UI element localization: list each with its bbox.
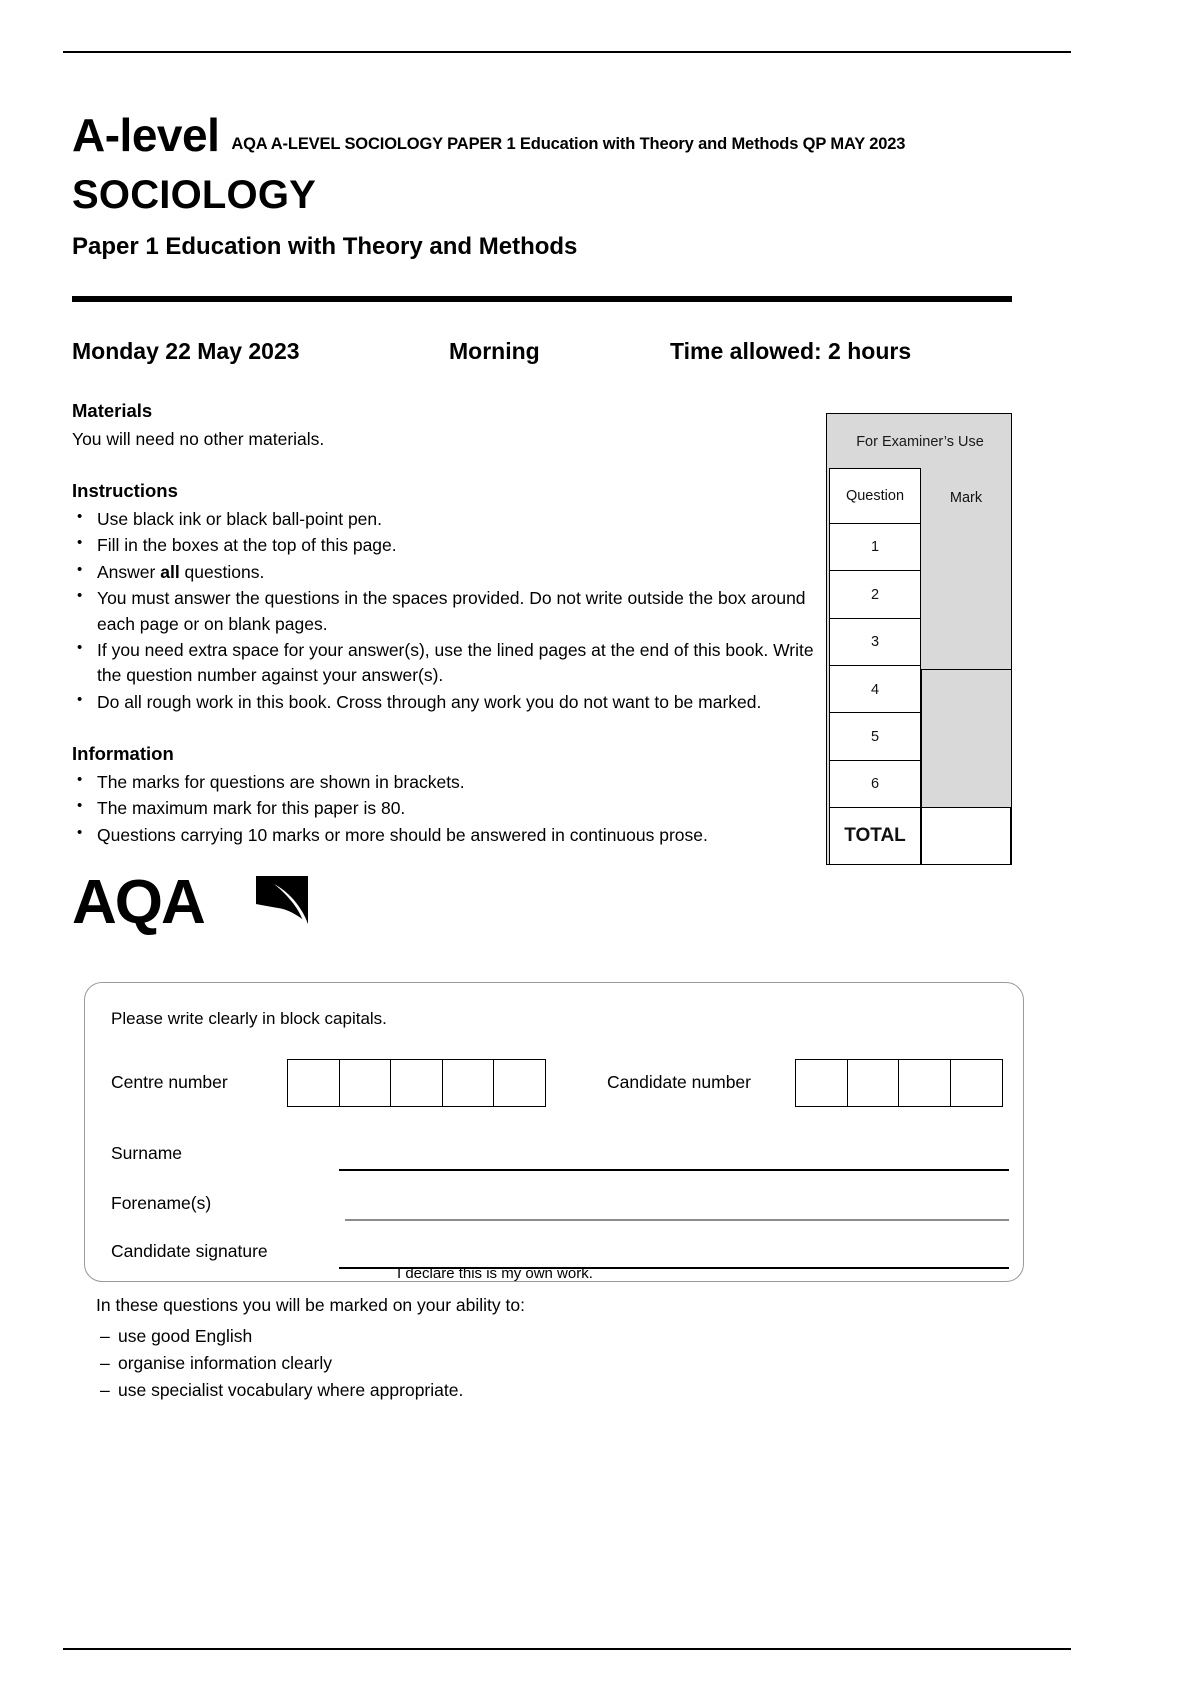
list-item: • The maximum mark for this paper is 80. [72,796,832,821]
table-row [829,619,1011,666]
emphasis-all: all [160,561,180,582]
examiner-grid [829,470,1011,865]
exam-session: Morning [449,338,540,364]
examiner-table-title: For Examiner’s Use [856,434,984,450]
instructions-column [72,398,832,849]
title-block [72,109,1032,260]
marking-criteria [96,1292,796,1405]
total-mark-cell[interactable] [921,807,1011,865]
list-item: • You must answer the questions in the spaces provided. Do not write outside the box around each page or on blank pages. [72,586,832,637]
candidate-number-cell[interactable] [847,1059,900,1107]
question-number: 2 [829,570,921,619]
list-item: • Fill in the boxes at the top of this page. [72,533,832,558]
total-label: TOTAL [829,807,921,865]
candidate-number-input[interactable] [795,1059,1003,1107]
forename-input-line[interactable] [345,1219,1009,1221]
subject-title: SOCIOLOGY [72,173,317,217]
question-number: 3 [829,618,921,667]
centre-number-label: Centre number [111,1072,228,1092]
header-divider [72,296,1012,302]
list-item: • Use black ink or black ball-point pen. [72,507,832,532]
aqa-logo [72,868,322,944]
declaration-text: I declare this is my own work. [397,1265,593,1282]
forename-label: Forename(s) [111,1193,212,1213]
candidate-number-label: Candidate number [607,1072,751,1092]
centre-number-cell[interactable] [442,1059,495,1107]
question-number: 1 [829,523,921,572]
centre-number-cell[interactable] [339,1059,392,1107]
block-capitals-note: Please write clearly in block capitals. [111,1009,387,1028]
information-heading: Information [72,743,174,764]
qualification-level: A-level [72,109,220,161]
instructions-heading: Instructions [72,480,178,502]
mark-cell[interactable] [921,712,1011,761]
table-total-row [829,809,1011,865]
question-number: 6 [829,760,921,809]
list-item: • The marks for questions are shown in brackets. [72,770,832,795]
instructions-list [72,507,832,715]
mark-cell[interactable] [921,618,1011,667]
list-item: • Questions carrying 10 marks or more should be answered in continuous prose. [72,823,832,848]
centre-number-input[interactable] [287,1059,546,1107]
table-row [829,667,1011,714]
centre-number-cell[interactable] [390,1059,443,1107]
criteria-lead: In these questions you will be marked on your ability to: [96,1295,525,1315]
candidate-number-cell[interactable] [950,1059,1003,1107]
list-item: • Do all rough work in this book. Cross through any work you do not want to be marked. [72,690,832,715]
surname-label: Surname [111,1143,183,1163]
time-allowed: Time allowed: 2 hours [670,338,912,364]
centre-number-cell[interactable] [287,1059,340,1107]
surname-input-line[interactable] [339,1169,1009,1171]
aqa-leaf-icon [254,874,310,926]
table-row [829,572,1011,619]
mark-cell[interactable] [921,665,1011,714]
mark-cell[interactable] [921,760,1011,809]
criteria-list [96,1323,796,1404]
table-row [829,714,1011,761]
list-item: • Answer all questions. [72,560,832,585]
centre-number-cell[interactable] [493,1059,546,1107]
bottom-rule [63,1648,1071,1650]
materials-text: You will need no other materials. [72,428,325,449]
candidate-details-box [84,982,1024,1282]
aqa-logo-text: AQA [72,868,204,937]
surname-field[interactable] [111,1135,1001,1183]
mark-column-header: Mark [949,490,983,506]
list-item: – use specialist vocabulary where appropriate. [96,1377,796,1404]
candidate-number-cell[interactable] [898,1059,951,1107]
list-item: – use good English [96,1323,796,1350]
mark-cell[interactable] [921,523,1011,572]
paper-title: Paper 1 Education with Theory and Methods [72,233,578,260]
mark-cell[interactable] [921,570,1011,619]
examiner-use-table [826,413,1012,865]
information-list [72,770,832,848]
candidate-number-cell[interactable] [795,1059,848,1107]
question-number: 4 [829,665,921,714]
table-row [829,761,1011,808]
number-fields-row [111,1059,1001,1107]
question-column-header: Question [829,468,921,524]
question-number: 5 [829,712,921,761]
forename-field[interactable] [111,1185,1001,1233]
signature-label: Candidate signature [111,1241,268,1261]
table-row [829,524,1011,571]
top-rule [63,51,1071,53]
exam-date: Monday 22 May 2023 [72,338,300,364]
list-item: – organise information clearly [96,1350,796,1377]
list-item: • If you need extra space for your answer(s), use the lined pages at the end of this book. Write the question number against your answer(s). [72,638,832,689]
materials-heading: Materials [72,400,153,421]
paper-reference: AQA A-LEVEL SOCIOLOGY PAPER 1 Education with Theory and Methods QP MAY 2023 [231,135,906,153]
level-line [72,109,1032,161]
